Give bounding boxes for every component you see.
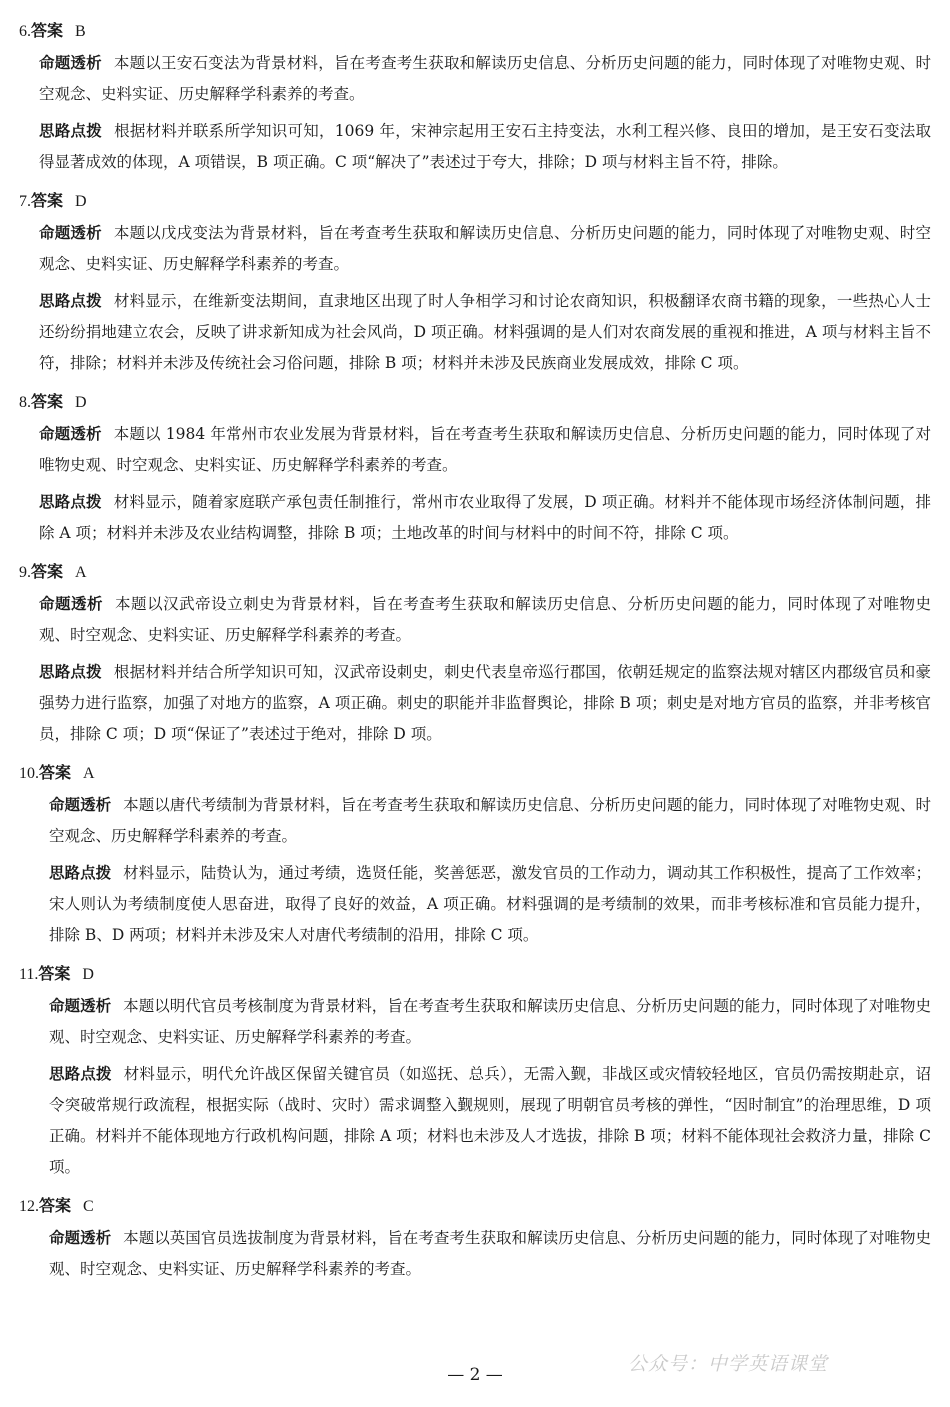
analysis-paragraph <box>19 657 931 750</box>
answer-label: 答案 <box>38 964 71 983</box>
intent-text: 本题以英国官员选拔制度为背景材料，旨在考查考生获取和解读历史信息、分析历史问题的能力，同时体现了对唯物史观、时空观念、史料实证、历史解释学科素养的考查。 <box>49 1229 931 1278</box>
answer-value: D <box>75 193 87 210</box>
question-number: 10. <box>19 765 39 782</box>
answer-item-8 <box>19 385 931 549</box>
answer-line <box>19 756 931 790</box>
analysis-paragraph <box>19 286 931 379</box>
question-number: 7. <box>19 193 31 210</box>
answer-line <box>19 1189 931 1223</box>
analysis-text: 根据材料并联系所学知识可知，1069 年，宋神宗起用王安石主持变法，水利工程兴修、良田的增加，是王安石变法取得显著成效的体现，A 项错误，B 项正确。C 项“解决了”表述过于夸大，排除；D 项与材料主旨不符，排除。 <box>39 122 931 171</box>
intent-text: 本题以唐代考绩制为背景材料，旨在考查考生获取和解读历史信息、分析历史问题的能力，同时体现了对唯物史观、时空观念、历史解释学科素养的考查。 <box>49 796 931 845</box>
intent-label: 命题透析 <box>49 1229 112 1247</box>
question-number: 9. <box>19 564 31 581</box>
intent-label: 命题透析 <box>39 425 102 443</box>
answer-item-10 <box>19 756 931 951</box>
intent-paragraph <box>19 991 931 1053</box>
question-number: 12. <box>19 1198 39 1215</box>
answer-line <box>19 14 931 48</box>
answer-value: C <box>83 1198 94 1215</box>
analysis-label: 思路点拨 <box>39 493 102 511</box>
answer-item-12 <box>19 1189 931 1285</box>
intent-text: 本题以王安石变法为背景材料，旨在考查考生获取和解读历史信息、分析历史问题的能力，同时体现了对唯物史观、时空观念、史料实证、历史解释学科素养的考查。 <box>39 54 931 103</box>
answer-line <box>19 555 931 589</box>
intent-text: 本题以 1984 年常州市农业发展为背景材料，旨在考查考生获取和解读历史信息、分析历史问题的能力，同时体现了对唯物史观、时空观念、史料实证、历史解释学科素养的考查。 <box>39 425 931 474</box>
intent-label: 命题透析 <box>39 54 102 72</box>
intent-label: 命题透析 <box>39 224 102 242</box>
answer-item-11 <box>19 957 931 1183</box>
analysis-text: 根据材料并结合所学知识可知，汉武帝设刺史，刺史代表皇帝巡行郡国，依朝廷规定的监察法规对辖区内郡级官员和豪强势力进行监察，加强了对地方的监察，A 项正确。刺史的职能并非监督舆论，排除 B 项；刺史是对地方官员的监察，并非考核官员，排除 C 项；D 项“保证了”表述过于绝对，排除 D 项。 <box>39 663 931 743</box>
intent-paragraph <box>19 48 931 110</box>
page-number: — 2 — <box>447 1365 503 1385</box>
intent-paragraph <box>19 589 931 651</box>
intent-label: 命题透析 <box>39 595 104 613</box>
intent-paragraph <box>19 790 931 852</box>
analysis-paragraph <box>19 1059 931 1183</box>
analysis-text: 材料显示，随着家庭联产承包责任制推行，常州市农业取得了发展，D 项正确。材料并不能体现市场经济体制问题，排除 A 项；材料并未涉及农业结构调整，排除 B 项；土地改革的时间与材料中的时间不符，排除 C 项。 <box>39 493 931 542</box>
intent-label: 命题透析 <box>49 796 112 814</box>
answer-value: D <box>75 394 87 411</box>
answer-line <box>19 385 931 419</box>
analysis-label: 思路点拨 <box>39 292 102 310</box>
answer-value: A <box>75 564 87 581</box>
analysis-text: 材料显示，在维新变法期间，直隶地区出现了时人争相学习和讨论农商知识，积极翻译农商书籍的现象，一些热心人士还纷纷捐地建立农会，反映了讲求新知成为社会风尚，D 项正确。材料强调的是人们对农商发展的重视和推进，A 项与材料主旨不符，排除；材料并未涉及传统社会习俗问题，排除 B 项；材料并未涉及民族商业发展成效，排除 C 项。 <box>39 292 931 372</box>
analysis-paragraph <box>19 858 931 951</box>
answer-value: B <box>75 23 86 40</box>
answer-page <box>19 14 931 1291</box>
answer-label: 答案 <box>31 21 64 40</box>
intent-paragraph <box>19 419 931 481</box>
analysis-label: 思路点拨 <box>39 663 102 681</box>
answer-item-6 <box>19 14 931 178</box>
answer-item-7 <box>19 184 931 379</box>
intent-paragraph <box>19 218 931 280</box>
answer-line <box>19 957 931 991</box>
question-number: 11. <box>19 966 39 983</box>
question-number: 8. <box>19 394 31 411</box>
answer-line <box>19 184 931 218</box>
intent-text: 本题以戊戌变法为背景材料，旨在考查考生获取和解读历史信息、分析历史问题的能力，同时体现了对唯物史观、时空观念、史料实证、历史解释学科素养的考查。 <box>39 224 931 273</box>
intent-text: 本题以汉武帝设立刺史为背景材料，旨在考查考生获取和解读历史信息、分析历史问题的能力，同时体现了对唯物史观、时空观念、史料实证、历史解释学科素养的考查。 <box>39 595 931 644</box>
analysis-paragraph <box>19 487 931 549</box>
analysis-text: 材料显示，陆贽认为，通过考绩，选贤任能，奖善惩恶，激发官员的工作动力，调动其工作积极性，提高了工作效率；宋人则认为考绩制度使人思奋进，取得了良好的效益，A 项正确。材料强调的是考绩制的效果，而非考核标准和官员能力提升，排除 B、D 两项；材料并未涉及宋人对唐代考绩制的沿用，排除 C 项。 <box>49 864 931 944</box>
intent-label: 命题透析 <box>49 997 112 1015</box>
answer-value: D <box>82 966 94 983</box>
intent-paragraph <box>19 1223 931 1285</box>
question-number: 6. <box>19 23 31 40</box>
answer-label: 答案 <box>31 562 64 581</box>
analysis-label: 思路点拨 <box>49 1065 112 1083</box>
intent-text: 本题以明代官员考核制度为背景材料，旨在考查考生获取和解读历史信息、分析历史问题的能力，同时体现了对唯物史观、时空观念、史料实证、历史解释学科素养的考查。 <box>49 997 931 1046</box>
answer-label: 答案 <box>39 1196 72 1215</box>
watermark-text: 公众号：中学英语课堂 <box>628 1353 829 1375</box>
analysis-label: 思路点拨 <box>49 864 112 882</box>
answer-label: 答案 <box>31 392 64 411</box>
answer-item-9 <box>19 555 931 750</box>
analysis-label: 思路点拨 <box>39 122 103 140</box>
analysis-paragraph <box>19 116 931 178</box>
answer-value: A <box>83 765 95 782</box>
answer-label: 答案 <box>31 191 64 210</box>
analysis-text: 材料显示，明代允许战区保留关键官员（如巡抚、总兵），无需入觐，非战区或灾情较轻地区，官员仍需按期赴京，诏令突破常规行政流程，根据实际（战时、灾时）需求调整入觐规则，展现了明朝官员考核的弹性，“因时制宜”的治理思维，D 项正确。材料并不能体现地方行政机构问题，排除 A 项；材料也未涉及人才选拔，排除 B 项；材料不能体现社会救济力量，排除 C 项。 <box>49 1065 931 1176</box>
answer-label: 答案 <box>39 763 72 782</box>
